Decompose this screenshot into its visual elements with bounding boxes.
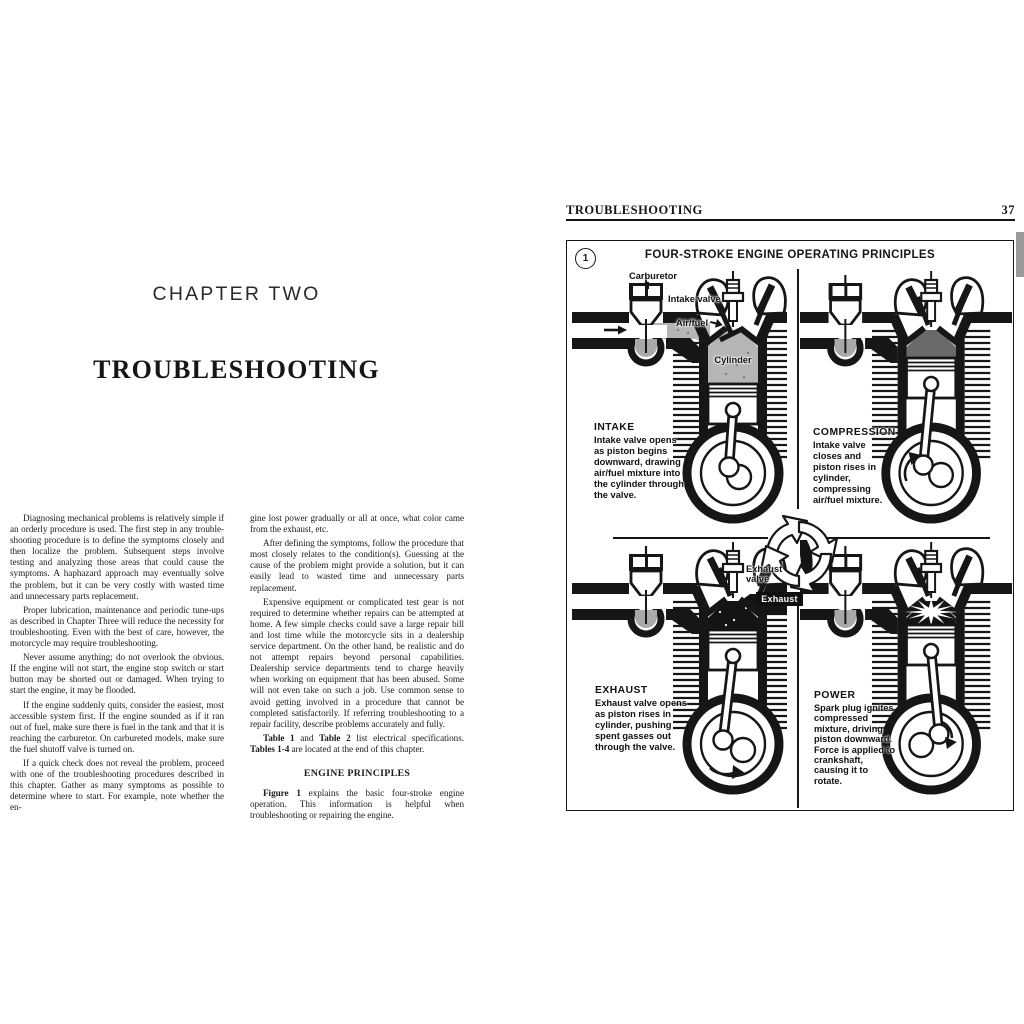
stroke-label-compression: COMPRESSION xyxy=(813,427,896,438)
section-heading: ENGINE PRINCIPLES xyxy=(303,767,411,779)
paragraph: Proper lubrication, maintenance and periodic tune-ups as described in Chapter Three will reduce the necessity for troubleshooting. Even with the best of care, however, the motorcycle may require troubleshooting. xyxy=(10,604,224,649)
callout-air-fuel xyxy=(676,318,723,328)
paragraph: Table 1 and Table 2 list electrical specifications. Tables 1-4 are located at the end of this chapter. xyxy=(250,732,464,754)
chapter-edge-tab xyxy=(1016,232,1024,277)
text-column-right xyxy=(250,513,464,824)
paragraph: gine lost power gradually or all at once, what color came from the exhaust, etc. xyxy=(250,513,464,535)
paragraph: After defining the symptoms, follow the procedure that most closely relates to the condition(s). Guessing at the cause of the problem might provide a solution, but it can easily lead to wasted time and unnecessary parts replacement. xyxy=(250,538,464,593)
divider-horizontal-left xyxy=(613,537,768,539)
figure-number-badge: 1 xyxy=(575,248,596,269)
air-fuel-label: Air/fuel xyxy=(676,318,709,328)
stroke-label-intake: INTAKE xyxy=(594,422,635,433)
figure-title: FOUR-STROKE ENGINE OPERATING PRINCIPLES xyxy=(644,249,936,261)
paragraph: Figure 1 explains the basic four-stroke engine operation. This information is helpful when troubleshooting or repairing the engine. xyxy=(250,788,464,821)
cycle-rotation-icon xyxy=(754,509,844,599)
divider-vertical-top xyxy=(797,269,799,509)
divider-vertical-bottom xyxy=(797,597,799,808)
callout-exhaust-valve: Exhaust valve xyxy=(746,564,783,585)
callout-cylinder: Cylinder xyxy=(714,355,752,365)
divider-horizontal-right xyxy=(826,537,990,539)
chapter-title: TROUBLESHOOTING xyxy=(93,355,380,384)
page-number: 37 xyxy=(1001,203,1015,217)
callout-intake-valve: Intake valve xyxy=(668,294,721,304)
stroke-caption-compression: Intake valve closes and piston rises in cylinder, compressing air/fuel mixture. xyxy=(813,440,883,505)
callout-carburetor: Carburetor xyxy=(629,271,678,281)
paragraph: Diagnosing mechanical problems is relatively simple if an orderly procedure is used. The first step in any trouble-shooting procedure is to define the symptoms closely and then localize the problem. Subsequent steps involve testing and analyzing those areas that could cause the symptoms. A haphazard approach may eventually solve the problem, but it can be very costly with wasted time and unnecessary parts replacement. xyxy=(10,513,224,601)
carburetor-leader-line xyxy=(647,282,649,289)
callout-exhaust-port: Exhaust xyxy=(756,592,803,606)
paragraph: Expensive equipment or complicated test gear is not required to determine whether repairs can be attempted at home. A few simple checks could save a large repair bill and lost time while the motorcycle sits in a dealership service department. On the other hand, be realistic and do not attempt repairs beyond personal capabilities. Dealership service departments tend to charge heavily when working on equipment that has been abused. Some will not even take on such a job. Use common sense to avoid getting involved in a procedure that cannot be completed satisfactorily. If referring troubleshooting to a repair facility, describe problems accurately and fully. xyxy=(250,596,464,729)
running-header-row xyxy=(566,203,1015,218)
paragraph: If the engine suddenly quits, consider the easiest, most accessible system first. If the engine sounded as if it ran out of fuel, make sure there is fuel in the tank and that it is reaching the carburetor. On carbureted models, make sure the fuel shutoff valve is turned on. xyxy=(10,699,224,754)
text-column-left xyxy=(10,513,224,816)
stroke-label-exhaust: EXHAUST xyxy=(595,685,648,696)
paragraph: Never assume anything; do not overlook the obvious. If the engine will not start, the engine stop switch or start button may be shorted out or damaged. When trying to start the engine, it may be flooded. xyxy=(10,652,224,696)
stroke-caption-exhaust: Exhaust valve opens as piston rises in cylinder, pushing spent gasses out through the valve. xyxy=(595,698,687,752)
paragraph: If a quick check does not reveal the problem, proceed with one of the troubleshooting procedures described in this chapter. Gather as many symptoms as possible to determine where to start. For example, note whether the en- xyxy=(10,757,224,813)
air-fuel-arrow-icon xyxy=(710,319,723,328)
header-rule xyxy=(566,219,1015,221)
chapter-kicker: CHAPTER TWO xyxy=(152,283,321,305)
stroke-caption-intake: Intake valve opens as piston begins downward, drawing air/fuel mixture into the cylinder through the valve. xyxy=(594,435,684,500)
figure-box xyxy=(566,240,1014,811)
running-header: TROUBLESHOOTING xyxy=(566,203,703,217)
stroke-caption-power: Spark plug ignites compressed mixture, driving piston downward. Force is applied to crankshaft, causing it to rotate. xyxy=(814,703,896,786)
stroke-label-power: POWER xyxy=(814,690,856,701)
